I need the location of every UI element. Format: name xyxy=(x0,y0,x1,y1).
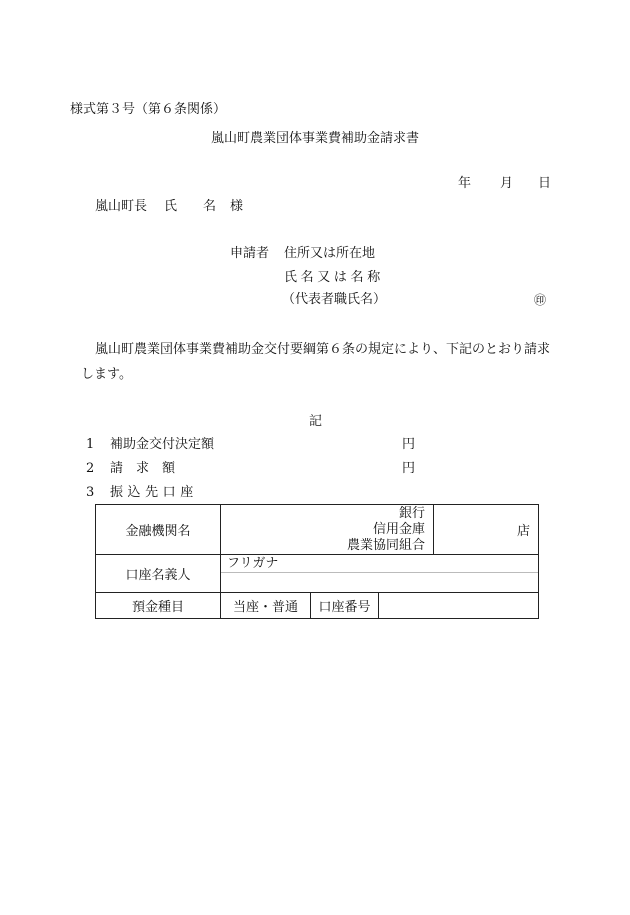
item-2-unit: 円 xyxy=(402,461,416,476)
institution-label: 金融機関名 xyxy=(96,505,221,555)
holder-row xyxy=(96,555,539,593)
item-1-unit: 円 xyxy=(402,437,416,452)
body-line-2: します。 xyxy=(81,367,132,382)
date-year: 年 xyxy=(458,176,472,191)
body-line-1: 嵐山町農業団体事業費補助金交付要綱第６条の規定により、下記のとおり請求 xyxy=(95,342,551,357)
form-number: 様式第３号（第６条関係） xyxy=(70,102,227,117)
institution-row xyxy=(96,505,539,555)
item-1-label: 補助金交付決定額 xyxy=(110,437,215,452)
institution-type-shinkin: 信用金庫 xyxy=(373,521,426,537)
document-title: 嵐山町農業団体事業費補助金請求書 xyxy=(211,131,420,146)
seal-mark: ㊞ xyxy=(534,293,547,307)
holder-label: 口座名義人 xyxy=(96,555,221,593)
furigana-label: フリガナ xyxy=(221,555,538,573)
deposit-type-label: 預金種目 xyxy=(96,593,221,619)
item-3-label: 振込先口座 xyxy=(110,485,198,500)
applicant-address-label: 住所又は所在地 xyxy=(284,246,376,261)
institution-type-ja: 農業協同組合 xyxy=(347,537,426,553)
institution-types xyxy=(221,505,434,555)
deposit-row xyxy=(96,593,539,619)
branch-label: 店 xyxy=(434,505,539,555)
addressee-honorific: 様 xyxy=(230,199,244,214)
deposit-type-value: 当座・普通 xyxy=(221,593,311,619)
applicant-rep-label: （代表者職氏名） xyxy=(282,292,387,307)
item-2-label: 請 求 額 xyxy=(110,461,176,476)
item-2-number: 2 xyxy=(86,461,95,476)
item-3-number: 3 xyxy=(86,485,95,500)
account-number-label: 口座番号 xyxy=(311,593,379,619)
date-month: 月 xyxy=(500,176,514,191)
addressee-prefix: 嵐山町長 xyxy=(95,199,148,214)
item-1-number: 1 xyxy=(86,437,95,452)
applicant-label: 申請者 xyxy=(230,246,270,261)
addressee-name-label: 氏 名 xyxy=(164,199,217,214)
date-day: 日 xyxy=(538,176,552,191)
applicant-name-label: 氏名又は名称 xyxy=(284,270,384,285)
account-number-field[interactable] xyxy=(379,593,539,619)
ki-heading: 記 xyxy=(309,414,323,429)
holder-field[interactable] xyxy=(221,555,539,593)
account-table xyxy=(95,504,539,619)
institution-type-bank: 銀行 xyxy=(399,505,426,521)
holder-name-space xyxy=(221,573,538,592)
